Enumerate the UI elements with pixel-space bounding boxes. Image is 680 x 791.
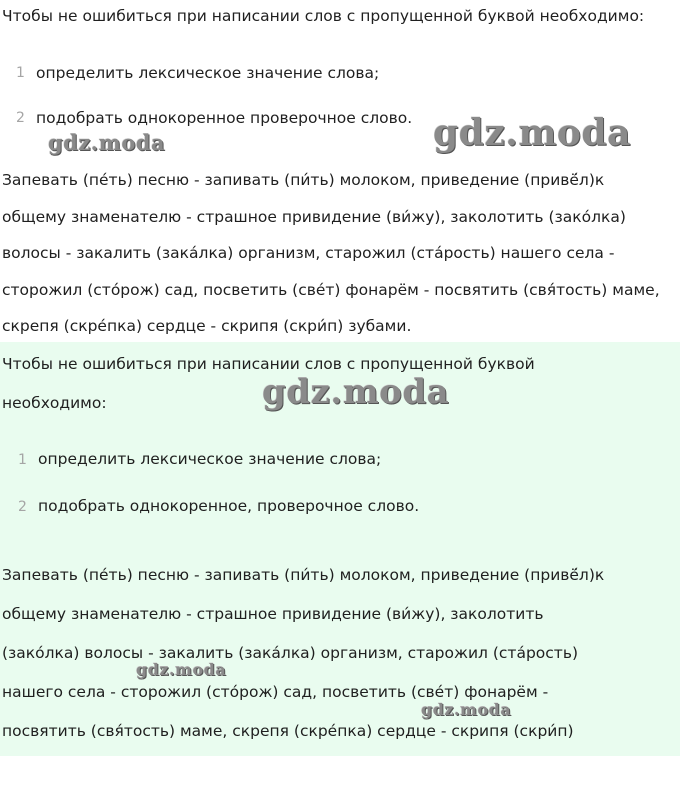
paragraph-line: общему знаменателю - страшное привидение (ви́жу), заколотить (зако́лка) xyxy=(2,207,626,226)
paragraph-line: Запевать (пе́ть) песню - запивать (пи́ть) молоком, приведение (привё́л)к xyxy=(2,566,605,584)
intro-line: Чтобы не ошибиться при написании слов с пропущенной буквой xyxy=(2,355,535,373)
watermark: gdz.moda xyxy=(262,372,450,412)
list-item: определить лексическое значение слова; xyxy=(38,450,382,468)
paragraph-line: Запевать (пе́ть) песню - запивать (пи́ть) молоком, приведение (привё́л)к xyxy=(2,171,605,189)
list-number: 1 xyxy=(16,65,25,81)
watermark: gdz.moda xyxy=(136,660,227,679)
paragraph-line: нашего села - сторожил (сто́рож) сад, посветить (све́т) фонарём - xyxy=(2,683,549,701)
paragraph-line: волосы - закалить (зака́лка) организм, старожил (ста́рость) нашего села - xyxy=(2,244,615,262)
example-paragraph xyxy=(2,556,604,751)
watermark: gdz.moda xyxy=(421,700,512,719)
solution-block-2 xyxy=(0,342,680,756)
example-paragraph xyxy=(2,162,660,345)
paragraph-line: (зако́лка) волосы - закалить (зака́лка) организм, старожил (ста́рость) xyxy=(2,644,579,662)
watermark: gdz.moda xyxy=(433,112,631,154)
paragraph-line: скрепя (скре́пка) сердце - скрипя (скри́п) зубами. xyxy=(2,317,412,335)
watermark: gdz.moda xyxy=(48,130,166,155)
paragraph-line: сторожил (сто́рож) сад, посветить (све́т) фонарём - посвятить (свя́тость) маме, xyxy=(2,280,660,299)
list-item: подобрать однокоренное проверочное слово. xyxy=(36,109,413,127)
paragraph-line: посвятить (свя́тость) маме, скрепя (скре́пка) сердце - скрипя (скри́п) xyxy=(2,722,574,740)
list-item: подобрать однокоренное, проверочное слово. xyxy=(38,497,420,515)
paragraph-line: общему знаменателю - страшное привидение (ви́жу), заколотить xyxy=(2,605,544,623)
solution-block-1 xyxy=(0,0,680,342)
list-number: 1 xyxy=(18,452,27,468)
list-number: 2 xyxy=(18,499,27,515)
list-number: 2 xyxy=(16,110,25,126)
intro-line: необходимо: xyxy=(2,394,107,412)
list-item: определить лексическое значение слова; xyxy=(36,64,380,82)
intro-text: Чтобы не ошибиться при написании слов с пропущенной буквой необходимо: xyxy=(2,7,645,25)
